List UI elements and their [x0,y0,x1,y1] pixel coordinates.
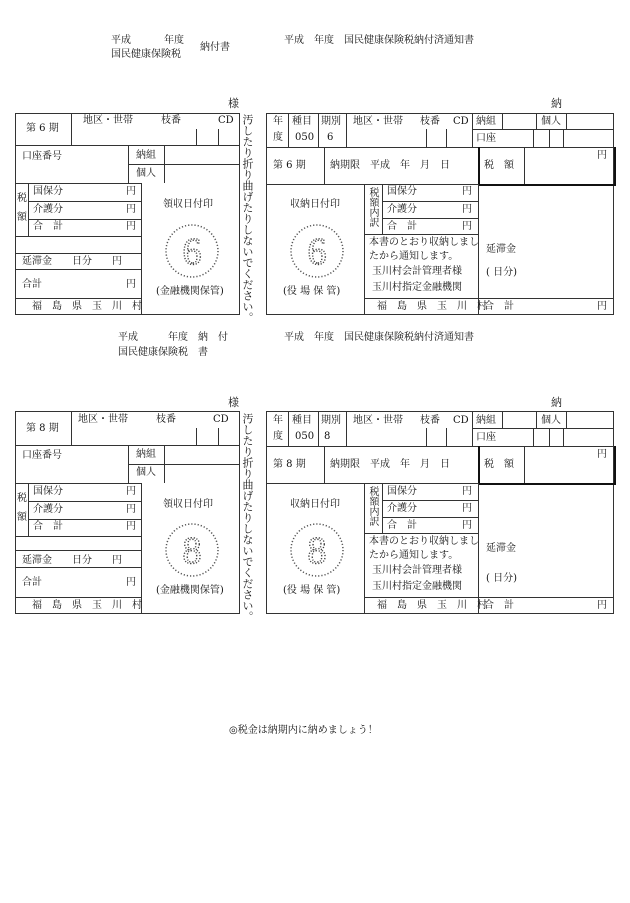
notice-line-2: たから通知します。 [369,550,459,561]
accept-stamp-label: 収納日付印 [290,199,340,210]
cd-label: CD [213,414,229,425]
notice-line-1: 本書のとおり収納しまし [369,536,479,547]
cd-label: CD [218,115,234,126]
notice-line-2: たから通知します。 [369,251,459,262]
total-label: 合計 [22,577,42,588]
kouza-label: 口座 [476,133,496,144]
total-yen: 円 [126,279,136,290]
seal-digit: 6 [182,231,202,273]
zei-label: 税 [17,193,27,204]
notice-line-4: 玉川村指定金融機関 [372,581,462,592]
cd-label-r: CD [453,415,469,426]
prefecture-label: 福 島 県 玉 川 村 [32,301,142,312]
subtotal-yen-r: 円 [462,221,472,232]
accept-stamp-label: 収納日付印 [290,499,340,510]
sama-label: 様 [228,97,239,110]
nokumi-label-r: 納組 [476,116,496,127]
header1-doc-title: 納付書 [200,42,230,53]
seal-digit-r: 8 [307,530,327,572]
subtotal-yen: 円 [126,221,136,232]
prefecture-label: 福 島 県 玉 川 村 [32,600,142,611]
kokuho-yen-r: 円 [462,186,472,197]
sama-label: 様 [228,396,239,409]
period-label: 第 8 期 [26,423,59,434]
branch-label: 枝番 [161,115,181,126]
receipt-stamp-label: 領収日付印 [163,499,213,510]
kokuho-yen: 円 [126,486,136,497]
branch-label: 枝番 [156,414,176,425]
kojin-label-r: 個人 [541,415,561,426]
shumoku-label: 種目 [292,415,312,426]
kaigo-yen-r: 円 [462,204,472,215]
zeigaku-label: 税 額 [484,160,514,171]
zeigaku-yen: 円 [597,449,607,460]
kokuho-yen: 円 [126,186,136,197]
entaikin-row: 延滞金 日分 円 [22,256,122,267]
header2-left-line1: 平成 年度 納 付 [118,332,228,343]
nou-label: 納 [551,396,562,409]
kaigo-yen-r: 円 [462,503,472,514]
kibetsu-label: 期別 [321,415,341,426]
zei-label: 税 [17,493,27,504]
entaikin-label-r: 延滞金 [486,543,516,554]
subtotal-label-r: 合 計 [387,520,417,531]
zeigaku-label: 税 額 [484,459,514,470]
entaikin-label-r: 延滞金 [486,244,516,255]
district-label-r: 地区・世帯 [353,116,403,127]
office-keep-label: (役 場 保 管) [283,286,341,297]
subtotal-label: 合 計 [33,521,63,532]
nendo-label-2: 度 [273,132,283,143]
kibetsu-label: 期別 [321,116,341,127]
subtotal-label: 合 計 [33,221,63,232]
nokumi-label: 納組 [136,449,156,460]
zeigaku-yen: 円 [597,150,607,161]
subtotal-yen: 円 [126,521,136,532]
footer-note: ◎税金は納期内に納めましょう！ [229,725,378,736]
gaku-label: 額 [17,212,27,223]
cd-label-r: CD [453,116,469,127]
kaigo-label-r: 介護分 [387,503,417,514]
header2-left-line2: 国民健康保険税 書 [118,347,208,358]
kaigo-yen: 円 [126,504,136,515]
total-label-r: 合 計 [484,301,514,312]
zei-nai-label: 税額内訳 [367,486,378,526]
kojin-label: 個人 [136,168,156,179]
nouki-label: 納期限 平成 年 月 日 [330,160,450,171]
notice-line-3: 玉川村会計管理者様 [372,565,462,576]
days-label-r: ( 日分) [486,573,517,584]
kokuho-label: 国保分 [33,186,63,197]
kojin-label: 個人 [136,467,156,478]
branch-label-r: 枝番 [420,116,440,127]
header2-right-title: 平成 年度 国民健康保険税納付済通知書 [284,332,474,343]
total-label: 合計 [22,279,42,290]
header1-tax-name: 国民健康保険税 [111,49,181,60]
notice-line-1: 本書のとおり収納しまし [369,237,479,248]
account-no-label: 口座番号 [22,450,62,461]
nendo-label-2: 度 [273,431,283,442]
kouza-label: 口座 [476,432,496,443]
kaigo-label: 介護分 [33,504,63,515]
bank-keep-label: (金融機関保管) [156,585,224,596]
seal-digit-icon-r [288,222,346,280]
kokuho-label-r: 国保分 [387,186,417,197]
no-fold-notice: 汚したり折り曲げたりしないでください。 [241,114,254,323]
period-num: 6 [327,132,334,143]
seal-digit-icon [163,521,221,579]
total-yen: 円 [126,577,136,588]
nendo-label-1: 年 [273,116,283,127]
kokuho-label-r: 国保分 [387,486,417,497]
kaigo-label: 介護分 [33,204,63,215]
nokumi-label-r: 納組 [476,415,496,426]
nokumi-label: 納組 [136,150,156,161]
bank-keep-label: (金融機関保管) [156,286,224,297]
notice-line-4: 玉川村指定金融機関 [372,282,462,293]
kaigo-label-r: 介護分 [387,204,417,215]
gaku-label: 額 [17,512,27,523]
code-value: 050 [295,132,315,143]
seal-digit: 8 [182,530,202,572]
notice-line-3: 玉川村会計管理者様 [372,266,462,277]
total-label-r: 合 計 [484,600,514,611]
header1-era: 平成 [111,35,131,46]
district-label: 地区・世帯 [83,115,133,126]
subtotal-yen-r: 円 [462,520,472,531]
zei-nai-label: 税額内訳 [367,187,378,227]
subtotal-label-r: 合 計 [387,221,417,232]
district-label: 地区・世帯 [78,414,128,425]
receipt-stamp-label: 領収日付印 [163,199,213,210]
seal-digit-icon-r [288,521,346,579]
prefecture-label-r: 福 島 県 玉 川 村 [377,600,487,611]
total-yen-r: 円 [597,301,607,312]
period-short: 第 8 期 [273,459,306,470]
office-keep-label: (役 場 保 管) [283,585,341,596]
nouki-label: 納期限 平成 年 月 日 [330,459,450,470]
no-fold-notice: 汚したり折り曲げたりしないでください。 [241,413,254,622]
prefecture-label-r: 福 島 県 玉 川 村 [377,301,487,312]
total-yen-r: 円 [597,600,607,611]
period-short: 第 6 期 [273,160,306,171]
seal-digit-r: 6 [307,231,327,273]
period-num: 8 [324,431,331,442]
code-value: 050 [295,431,315,442]
district-label-r: 地区・世帯 [353,415,403,426]
kokuho-label: 国保分 [33,486,63,497]
shumoku-label: 種目 [292,116,312,127]
entaikin-row: 延滞金 日分 円 [22,555,122,566]
header1-right-title: 平成 年度 国民健康保険税納付済通知書 [284,35,474,46]
nou-label: 納 [551,97,562,110]
kojin-label-r: 個人 [541,116,561,127]
header1-year-label: 年度 [164,35,184,46]
period-label: 第 6 期 [26,123,59,134]
days-label-r: ( 日分) [486,267,517,278]
kaigo-yen: 円 [126,204,136,215]
kokuho-yen-r: 円 [462,486,472,497]
nendo-label-1: 年 [273,415,283,426]
seal-digit-icon [163,222,221,280]
account-no-label: 口座番号 [22,151,62,162]
branch-label-r: 枝番 [420,415,440,426]
